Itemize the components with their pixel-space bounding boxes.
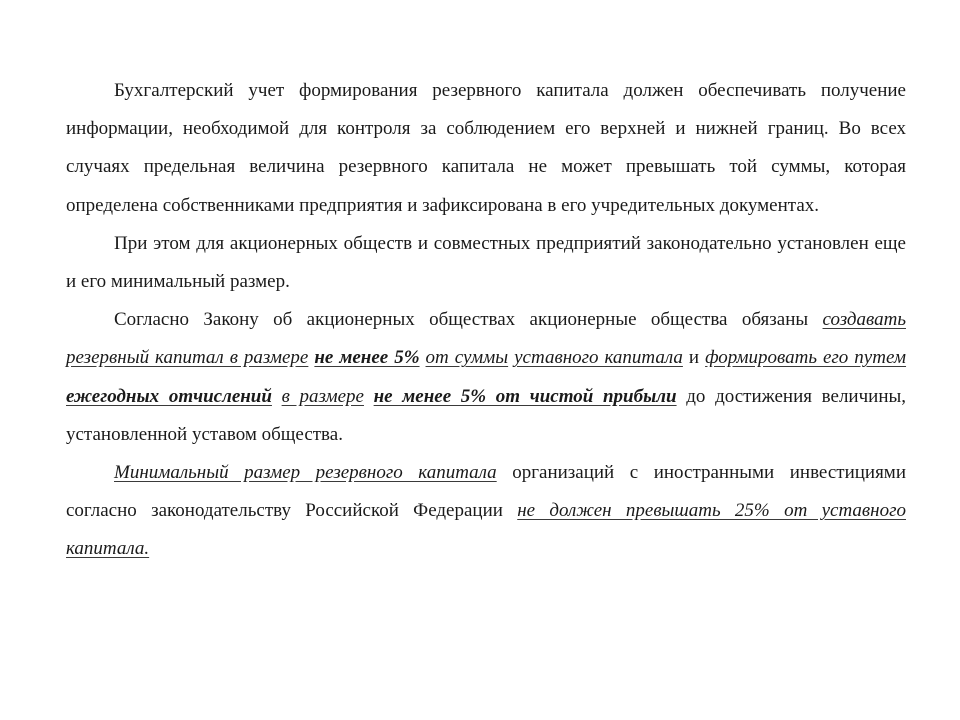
create-reserve-phrase: создавать резервный капитал в размере: [66, 309, 906, 369]
foreign-investment-text: организаций с иностранными инвестициями согласно законодательству Российской Федерации: [66, 462, 906, 522]
law-outro-text: до достижения величины, установленной уставом общества.: [66, 385, 907, 445]
spacer: [364, 386, 374, 407]
conjunction-text: и: [682, 347, 706, 369]
paragraph-joint-stock-law: [66, 301, 906, 454]
min-5-percent-phrase: не менее 5%: [314, 347, 420, 369]
paragraph-minimum-size: При этом для акционерных обществ и совместных предприятий законодательно установлен еще и его минимальный размер.: [66, 232, 906, 293]
spacer: [272, 386, 282, 407]
from-sum-phrase: от суммы: [425, 347, 509, 369]
paragraph-foreign-investment: [66, 454, 906, 569]
charter-capital-phrase: уставного капитала: [514, 347, 683, 369]
form-by-phrase: формировать его путем: [705, 347, 907, 369]
in-amount-phrase: в размере: [281, 385, 364, 407]
law-intro-text: Согласно Закону об акционерных обществах акционерные общества обязаны: [114, 309, 823, 331]
annual-deductions-phrase: ежегодных отчислений: [66, 385, 272, 407]
min-reserve-size-phrase: Минимальный размер резервного капитала: [114, 462, 497, 484]
min-5-percent-profit-phrase: не менее 5% от чистой прибыли: [373, 385, 677, 407]
paragraph-reserve-accounting: Бухгалтерский учет формирования резервного капитала должен обеспечивать получение информации, необходимой для контроля за соблюдением его верхней и нижней границ. Во всех случаях предельная величина резервного капитала не может превышать той суммы, которая определена собственниками предприятия и зафиксирована в его учредительных документах.: [66, 80, 906, 216]
max-25-percent-phrase: не должен превышать 25% от уставного капитала.: [66, 500, 906, 560]
document-page: [66, 72, 906, 569]
